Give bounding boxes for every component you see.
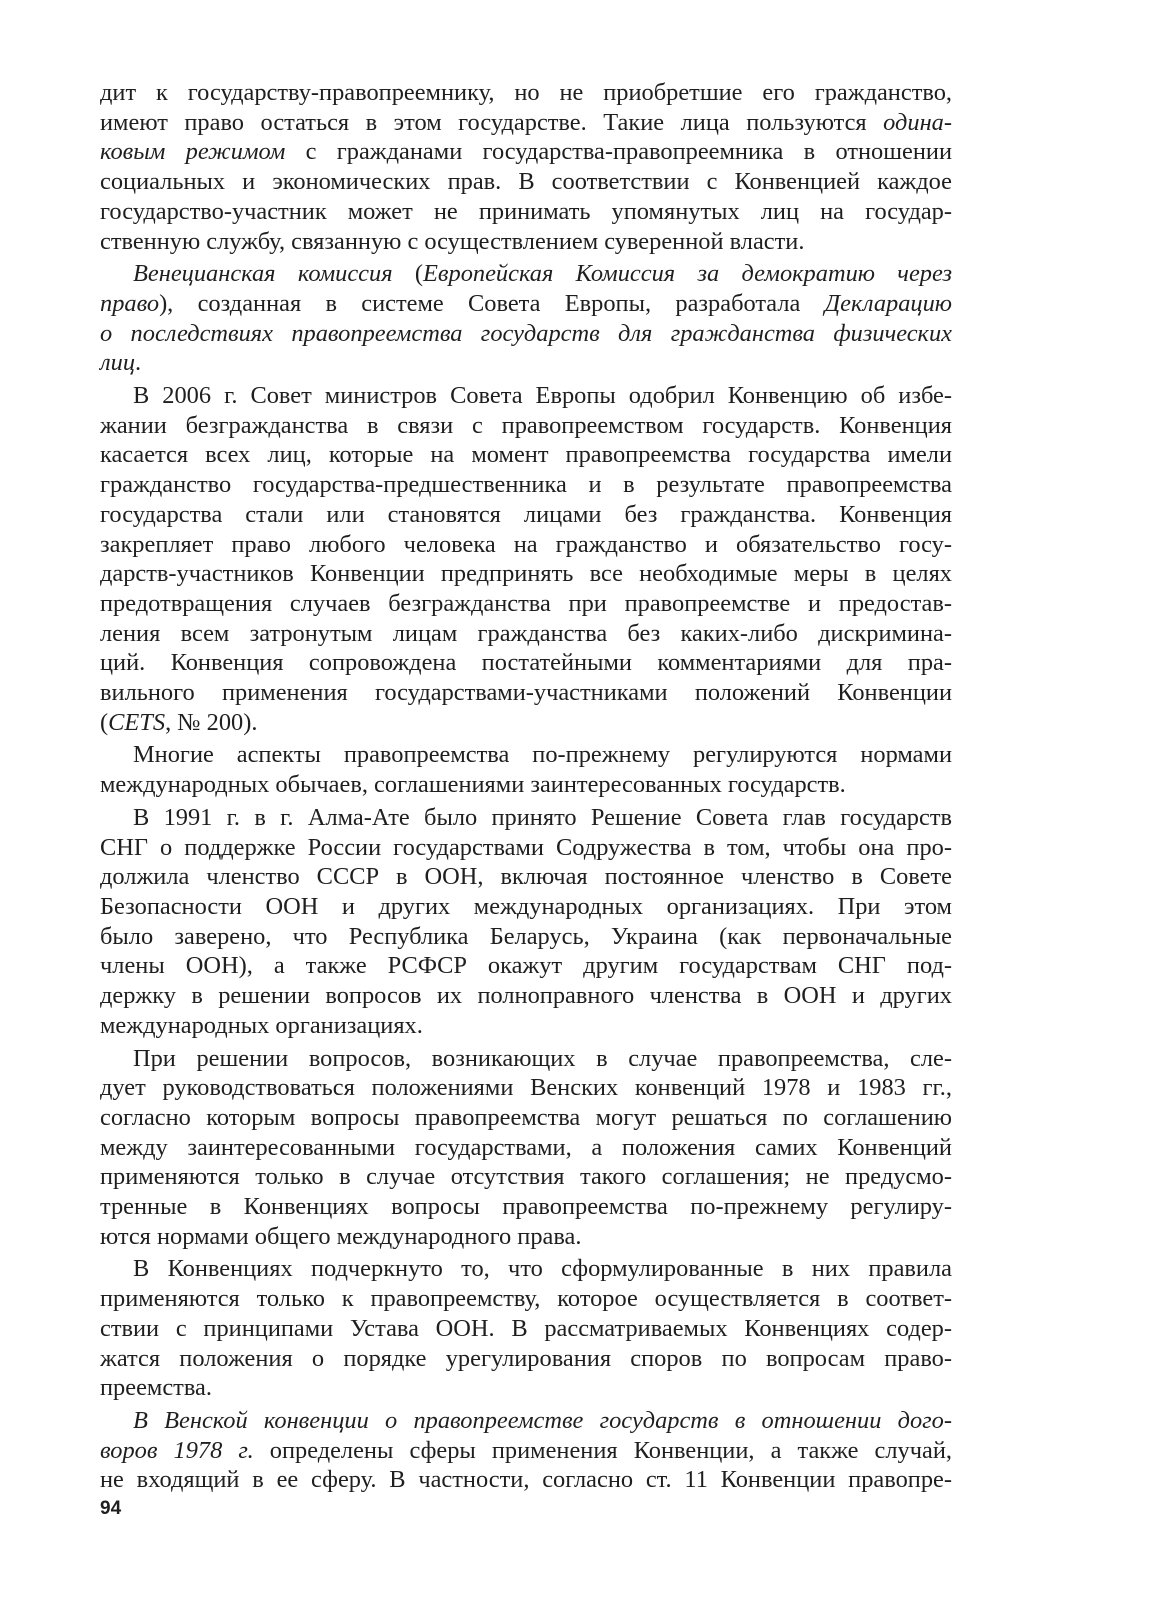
text-line xyxy=(100,530,952,560)
text-run: В Конвенциях подчеркнуто то, что сформулированные в них правила xyxy=(133,1255,952,1283)
text-run: тренные в Конвенциях вопросы правопреемства по-прежнему регулиру- xyxy=(100,1193,952,1221)
text-line xyxy=(100,348,952,378)
text-line xyxy=(100,319,952,349)
text-run: В 2006 г. Совет министров Совета Европы одобрил Конвенцию об избе- xyxy=(133,382,952,410)
paragraph xyxy=(100,259,952,378)
italic-text: о последствиях правопреемства государств для гражданства физических xyxy=(100,319,952,347)
text-line xyxy=(100,259,952,289)
text-line xyxy=(100,108,952,138)
page-number: 94 xyxy=(100,1498,122,1519)
text-line xyxy=(100,892,952,922)
text-run: жании безгражданства в связи с правопреемством государств. Конвенция xyxy=(100,411,952,439)
text-line xyxy=(100,137,952,167)
text-line xyxy=(100,1222,952,1252)
paragraph xyxy=(100,1044,952,1252)
text-run: держку в решении вопросов их полноправного членства в ООН и других xyxy=(100,982,952,1010)
text-line xyxy=(100,440,952,470)
text-line xyxy=(100,197,952,227)
text-line xyxy=(100,1406,952,1436)
paragraph xyxy=(100,740,952,799)
text-line xyxy=(100,922,952,952)
text-run: Многие аспекты правопреемства по-прежнему регулируются нормами xyxy=(133,741,952,769)
text-run: ций. Конвенция сопровождена постатейными комментариями для пра- xyxy=(100,649,952,677)
text-line xyxy=(100,981,952,1011)
text-line xyxy=(100,500,952,530)
text-line xyxy=(100,381,952,411)
text-run: должила членство СССР в ООН, включая постоянное членство в Совете xyxy=(100,863,952,891)
text-line xyxy=(100,1465,952,1495)
text-run: Безопасности ООН и других международных организациях. При этом xyxy=(100,892,952,920)
text-run: преемства. xyxy=(100,1374,212,1402)
italic-text: Декларацию xyxy=(824,289,952,317)
text-line xyxy=(100,470,952,500)
text-line xyxy=(100,289,952,319)
text-run: согласно которым вопросы правопреемства могут решаться по соглашению xyxy=(100,1103,952,1131)
text-run: жатся положения о порядке урегулирования споров по вопросам право- xyxy=(100,1344,952,1372)
text-line xyxy=(100,1044,952,1074)
text-run: применяются только в случае отсутствия такого соглашения; не предусмо- xyxy=(100,1163,952,1191)
text-line xyxy=(100,1314,952,1344)
text-run: В 1991 г. в г. Алма-Ате было принято Решение Совета глав государств xyxy=(133,803,952,831)
text-run: . xyxy=(135,349,142,377)
paragraph xyxy=(100,78,952,256)
paragraph xyxy=(100,803,952,1041)
text-run: ( xyxy=(100,708,109,736)
text-run: предотвращения случаев безгражданства при правопреемстве и предостав- xyxy=(100,589,952,617)
text-line xyxy=(100,78,952,108)
text-line xyxy=(100,559,952,589)
italic-text: CETS xyxy=(108,708,166,736)
text-line xyxy=(100,862,952,892)
document-body xyxy=(100,78,952,1498)
text-line xyxy=(100,619,952,649)
text-line xyxy=(100,1344,952,1374)
text-run: определены сферы применения Конвенции, а также случай, xyxy=(253,1436,952,1464)
text-run: не входящий в ее сферу. В частности, согласно ст. 11 Конвенции правопре- xyxy=(100,1466,952,1494)
text-run: вильного применения государствами-участниками положений Конвенции xyxy=(100,679,952,707)
text-run: ствии с принципами Устава ООН. В рассматриваемых Конвенциях содер- xyxy=(100,1314,952,1342)
text-run: между заинтересованными государствами, а положения самих Конвенций xyxy=(100,1133,952,1161)
text-run: ются нормами общего международного права. xyxy=(100,1222,582,1250)
text-run: социальных и экономических прав. В соответствии с Конвенцией каждое xyxy=(100,168,952,196)
text-line xyxy=(100,1073,952,1103)
italic-text: Венецианская комиссия xyxy=(133,260,393,288)
text-line xyxy=(100,227,952,257)
text-line xyxy=(100,1011,952,1041)
text-run: закрепляет право любого человека на гражданство и обязательство госу- xyxy=(100,530,952,558)
text-line xyxy=(100,648,952,678)
text-run: государства стали или становятся лицами без гражданства. Конвенция xyxy=(100,500,952,528)
text-run: ления всем затронутым лицам гражданства без каких-либо дискримина- xyxy=(100,619,952,647)
text-run: дует руководствоваться положениями Венских конвенций 1978 и 1983 гг., xyxy=(100,1074,952,1102)
paragraph xyxy=(100,1254,952,1403)
text-line xyxy=(100,803,952,833)
text-line xyxy=(100,833,952,863)
text-run: При решении вопросов, возникающих в случае правопреемства, сле- xyxy=(133,1044,952,1072)
text-line xyxy=(100,951,952,981)
text-line xyxy=(100,1254,952,1284)
text-line xyxy=(100,1162,952,1192)
text-run: члены ООН), а также РСФСР окажут другим государствам СНГ под- xyxy=(100,952,952,980)
text-line xyxy=(100,411,952,441)
text-run: применяются только к правопреемству, которое осуществляется в соответ- xyxy=(100,1285,952,1313)
text-run: , № 200). xyxy=(165,708,258,736)
italic-text: В Венской конвенции о правопреемстве государств в отношении дого- xyxy=(133,1406,952,1434)
italic-text: воров 1978 г. xyxy=(100,1436,254,1464)
text-run: гражданство государства-предшественника и в результате правопреемства xyxy=(100,471,952,499)
text-run: было заверено, что Республика Беларусь, Украина (как первоначальные xyxy=(100,922,952,950)
text-line xyxy=(100,678,952,708)
text-line xyxy=(100,167,952,197)
text-run: международных организациях. xyxy=(100,1011,423,1039)
text-run: имеют право остаться в этом государстве. Такие лица пользуются xyxy=(100,108,884,136)
paragraph xyxy=(100,1406,952,1495)
text-run: международных обычаев, соглашениями заинтересованных государств. xyxy=(100,771,846,799)
text-run: государство-участник может не принимать упомянутых лиц на государ- xyxy=(100,197,952,225)
text-line xyxy=(100,770,952,800)
text-line xyxy=(100,1373,952,1403)
text-line xyxy=(100,708,952,738)
text-line xyxy=(100,740,952,770)
italic-text: право xyxy=(100,289,160,317)
paragraph xyxy=(100,381,952,737)
italic-text: Европейская Комиссия за демократию через xyxy=(423,260,952,288)
text-run: касается всех лиц, которые на момент правопреемства государства имели xyxy=(100,441,952,469)
text-line xyxy=(100,1133,952,1163)
italic-text: лиц xyxy=(100,349,136,377)
text-line xyxy=(100,1192,952,1222)
text-run: ), созданная в системе Совета Европы, разработала xyxy=(159,289,825,317)
text-run: СНГ о поддержке России государствами Содружества в том, чтобы она про- xyxy=(100,833,952,861)
text-run: с гражданами государства-правопреемника в отношении xyxy=(285,138,952,166)
text-run: дит к государству-правопреемнику, но не приобретшие его гражданство, xyxy=(100,79,952,106)
text-run: ( xyxy=(392,260,424,288)
text-line xyxy=(100,1436,952,1466)
text-run: дарств-участников Конвенции предпринять все необходимые меры в целях xyxy=(100,560,952,588)
text-line xyxy=(100,1103,952,1133)
italic-text: одина- xyxy=(883,108,952,136)
text-line xyxy=(100,1284,952,1314)
text-run: ственную службу, связанную с осуществлением суверенной власти. xyxy=(100,227,805,255)
italic-text: ковым режимом xyxy=(100,138,286,166)
text-line xyxy=(100,589,952,619)
